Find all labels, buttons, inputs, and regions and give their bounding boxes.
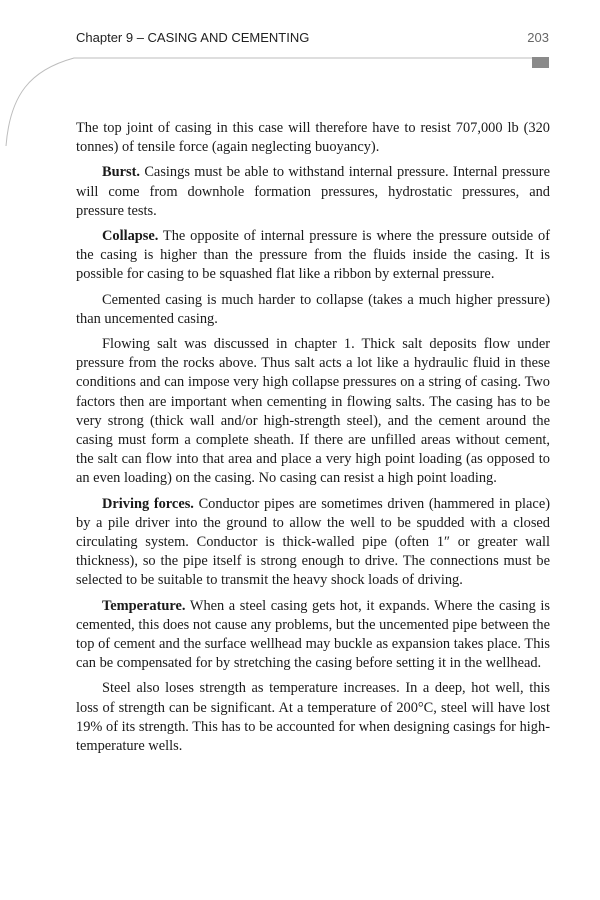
paragraph-text: Flowing salt was discussed in chapter 1. Thick salt deposits flow under pressure from the rocks above. Thus salt acts a lot like a hydraulic fluid in these conditions and can impose very high collapse pressures on a string of casing. Two factors then are important when cementing in flowing salts. The casing has to be very strong (thick wall and/or high-strength steel), and the cement around the casing must form a complete sheath. If there are unfilled areas without cement, the salt can flow into that area and place a very high point loading (as opposed to an even loading) on the casing. No casing can resist a high point loading. <box>76 336 550 487</box>
paragraph-collapse <box>76 227 550 285</box>
paragraph-driving-forces <box>76 495 550 591</box>
paragraph-burst <box>76 163 550 221</box>
paragraph <box>76 119 550 157</box>
paragraph-text: Conductor pipes are sometimes driven (hammered in place) by a pile driver into the ground to allow the well to be spudded with a closed circulating system. Conductor is thick-walled pipe (often 1″ or greater wall thickness), so the pipe itself is strong enough to drive. The connections must be selected to be suitable to transmit the heavy shock loads of driving. <box>76 495 550 589</box>
paragraph-text: Casings must be able to withstand internal pressure. Internal pressure will come from downhole formation pressures, hydrostatic pressures, and pressure tests. <box>76 164 550 219</box>
paragraph <box>76 291 550 329</box>
paragraph-text: The opposite of internal pressure is where the pressure outside of the casing is higher than the pressure from the fluids inside the casing. It is possible for casing to be squashed flat like a ribbon by external pressure. <box>76 228 550 283</box>
page-body <box>76 119 550 762</box>
page-number: 203 <box>527 30 549 45</box>
paragraph-text: When a steel casing gets hot, it expands. Where the casing is cemented, this does not cause any problems, but the uncemented pipe between the top of cement and the surface wellhead may buckle as expansion takes place. This can be compensated for by stretching the casing before setting it in the wellhead. <box>76 597 550 672</box>
corner-tab-marker <box>532 57 549 68</box>
paragraph-lead: Driving forces. <box>102 495 194 512</box>
paragraph-temperature <box>76 597 550 674</box>
paragraph-text: The top joint of casing in this case will therefore have to resist 707,000 lb (320 tonnes) of tensile force (again neglecting buoyancy). <box>76 120 550 156</box>
paragraph <box>76 679 550 756</box>
paragraph-lead: Collapse. <box>102 228 159 245</box>
paragraph-text: Steel also loses strength as temperature increases. In a deep, hot well, this loss of strength can be significant. At a temperature of 200°C, steel will have lost 19% of its strength. This has to be accounted for when designing casings for high-temperature wells. <box>76 680 550 755</box>
paragraph-lead: Temperature. <box>102 597 186 614</box>
paragraph-lead: Burst. <box>102 164 140 181</box>
paragraph-text: Cemented casing is much harder to collapse (takes a much higher pressure) than uncemented casing. <box>76 291 550 327</box>
running-header-title: Chapter 9 – CASING AND CEMENTING <box>76 30 310 45</box>
paragraph <box>76 335 550 489</box>
